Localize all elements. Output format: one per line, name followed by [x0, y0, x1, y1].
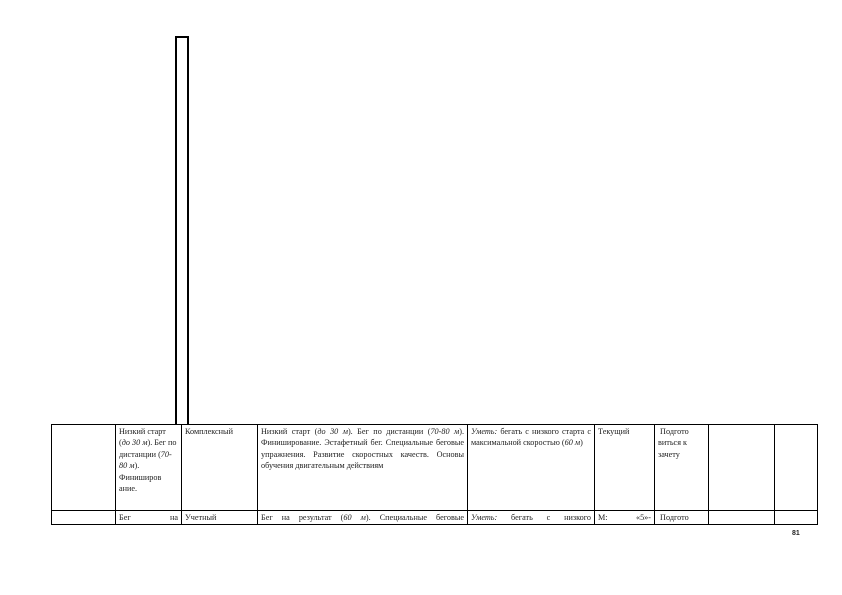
table-row [52, 511, 818, 525]
homework-cell: Подгото виться к зачету [655, 425, 709, 511]
topic-cell: Низкий старт (до 30 м). Бег по дистанции (70-80 м). Финиширов ание. [116, 425, 182, 511]
content-cell: Бег на результат (60 м). Специальные беговые [258, 511, 468, 525]
lesson-type-cell: Комплексный [182, 425, 258, 511]
date-fact-cell [775, 511, 818, 525]
requirements-cell: Уметь: бегать с низкого [468, 511, 595, 525]
lesson-type-cell: Учетный [182, 511, 258, 525]
date-plan-cell [709, 511, 775, 525]
vertical-frame [175, 36, 189, 425]
topic-cell: Бег на [116, 511, 182, 525]
content-cell: Низкий старт (до 30 м). Бег по дистанции (70-80 м). Финиширование. Эстафетный бег. Специальные беговые упражнения. Развитие скоростных качеств. Основы обучения двигательным действиям [258, 425, 468, 511]
lesson-number-cell [52, 511, 116, 525]
page-number: 81 [792, 530, 800, 537]
lesson-plan-table [51, 424, 818, 525]
control-cell: М: «5»- [595, 511, 655, 525]
date-fact-cell [775, 425, 818, 511]
requirements-cell: Уметь: бегать с низкого старта с максимальной скоростью (60 м) [468, 425, 595, 511]
lesson-number-cell [52, 425, 116, 511]
control-cell: Текущий [595, 425, 655, 511]
homework-cell: Подгото [655, 511, 709, 525]
table-row [52, 425, 818, 511]
date-plan-cell [709, 425, 775, 511]
